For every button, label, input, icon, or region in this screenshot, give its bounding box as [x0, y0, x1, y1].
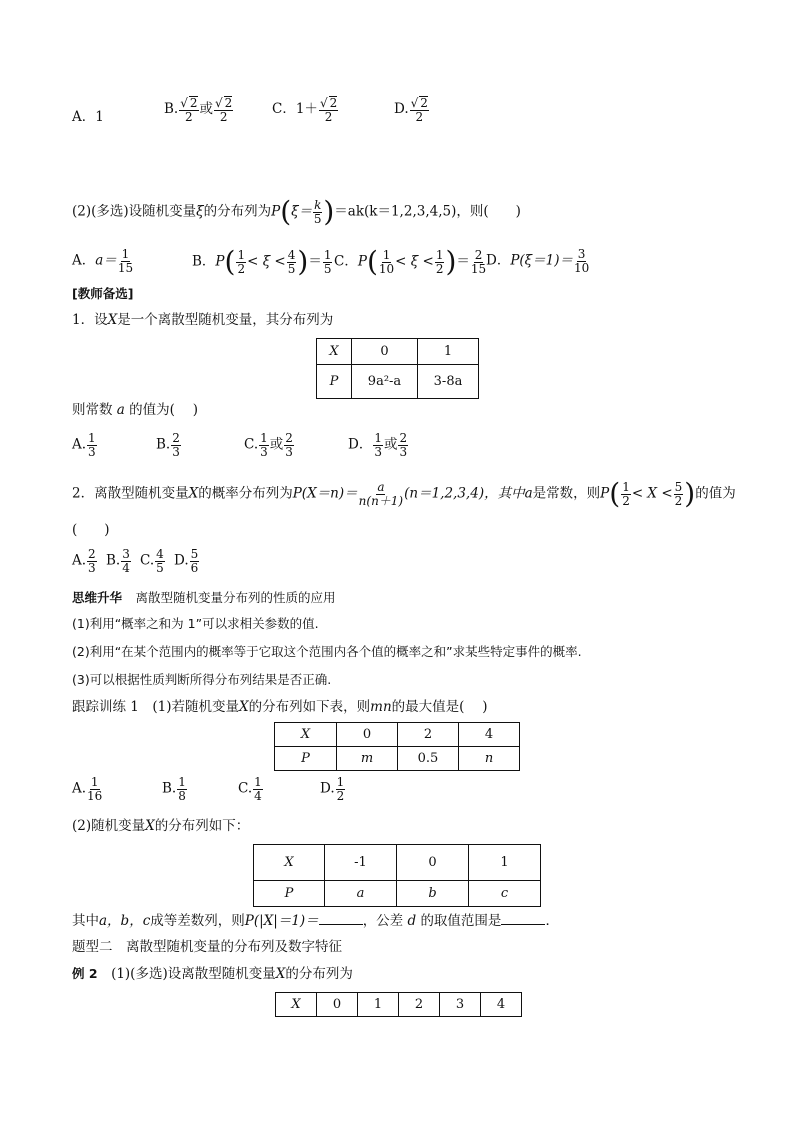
- fraction: [259, 432, 269, 458]
- answer-blank-2[interactable]: [501, 911, 545, 925]
- option-value: 1: [95, 109, 104, 125]
- option-d: [174, 548, 200, 574]
- p-symbol: P: [357, 253, 367, 270]
- text: P(|X|＝1)＝: [244, 913, 319, 929]
- fraction: $\frac{√ 2}{2}$: [215, 96, 233, 124]
- numerator: 2: [88, 547, 96, 561]
- text: 成等差数列，则: [150, 913, 245, 929]
- table-cell: X: [254, 845, 325, 881]
- table-cell: 0: [352, 339, 418, 365]
- denominator: 6: [190, 560, 199, 575]
- example-label: 例 2: [72, 966, 98, 981]
- fraction: [313, 199, 322, 225]
- track-training-q1: [72, 697, 488, 717]
- teacher-problem-1-question: [72, 400, 198, 420]
- q1-option-a: [72, 107, 104, 127]
- denominator: 15: [117, 260, 134, 275]
- text: 的值为: [695, 485, 736, 502]
- table-row: [317, 365, 479, 399]
- table-cell: -1: [325, 845, 397, 881]
- option-label: D.: [174, 552, 189, 569]
- fraction: [435, 249, 445, 275]
- p-symbol: P: [215, 253, 225, 270]
- q1-options-row: [72, 96, 472, 130]
- option-label: C.: [238, 780, 253, 797]
- table-cell: n: [459, 747, 520, 771]
- fraction: [621, 481, 631, 507]
- text: 是常数，则: [532, 485, 601, 502]
- mn-symbol: mn: [370, 699, 392, 715]
- text: (2)(多选)设随机变量: [72, 203, 197, 220]
- teacher-problem-1-stem: [72, 310, 333, 330]
- denominator: 5: [313, 211, 322, 226]
- denominator: 10: [573, 260, 590, 275]
- numerator: 1: [121, 247, 130, 261]
- denominator: 2: [336, 788, 345, 803]
- distribution-table-1: [316, 338, 479, 399]
- table-cell: X: [275, 723, 337, 747]
- q2-option-d: [486, 248, 590, 274]
- option-label: B.: [162, 780, 177, 797]
- distribution-table-2: [274, 722, 520, 771]
- numerator: 1: [237, 247, 246, 262]
- option-label: B.: [156, 436, 171, 453]
- fraction: [574, 248, 589, 274]
- teacher-problem-2-options: [72, 548, 272, 578]
- option-label: D.: [394, 101, 409, 118]
- text: ): [192, 402, 199, 418]
- answer-blank-1[interactable]: [319, 911, 363, 925]
- option-label: A．: [72, 252, 96, 269]
- or-word: 或: [199, 101, 214, 118]
- denominator: 8: [178, 788, 186, 803]
- text: < ξ <: [395, 253, 434, 270]
- numerator: 4: [156, 547, 164, 561]
- numerator: 1: [254, 775, 262, 789]
- denominator: 3: [260, 444, 268, 459]
- denominator: 2: [622, 493, 630, 508]
- text: ，公差: [362, 913, 404, 929]
- fraction: [336, 776, 346, 802]
- denominator: 5: [287, 261, 296, 276]
- text: ξ＝: [291, 203, 313, 220]
- abc-symbols: a，b，c: [99, 913, 151, 929]
- table-cell: 1: [418, 339, 479, 365]
- section-title: 思维升华: [72, 590, 123, 605]
- left-paren: (: [280, 195, 292, 228]
- table-header-row: [254, 845, 541, 881]
- fraction: [674, 481, 684, 507]
- option-c: [238, 776, 264, 802]
- a-symbol: a: [524, 485, 533, 502]
- numerator: 1: [90, 775, 99, 789]
- numerator: 2: [399, 431, 408, 445]
- numerator: 5: [674, 479, 683, 494]
- table-cell: 2: [398, 723, 459, 747]
- q2-option-c: C．P( $\frac{1}{10}$ < ξ < $\frac{1}{2}$ )＝ $\frac{2}{15}$: [334, 245, 487, 278]
- table-cell: 0: [317, 993, 358, 1017]
- fraction: [253, 776, 263, 802]
- numerator: 1: [88, 431, 96, 445]
- table-cell: 2: [399, 993, 440, 1017]
- table-row: [275, 747, 520, 771]
- numerator: 1: [336, 775, 345, 789]
- table-cell: 0: [337, 723, 398, 747]
- table-cell: 3-8a: [418, 365, 479, 399]
- option-label: C．: [334, 253, 358, 270]
- q2-option-b: B．P( $\frac{1}{2}$ < ξ < $\frac{4}{5}$ )＝ $\frac{1}{5}$: [192, 245, 332, 278]
- left-paren: (: [609, 477, 621, 510]
- option-label: B.: [164, 101, 179, 118]
- fraction: [471, 249, 486, 275]
- option-d: [320, 776, 346, 802]
- q1-option-b: [164, 96, 234, 123]
- text: 的分布列如下表，则: [248, 699, 371, 715]
- xi-symbol: ξ: [196, 203, 204, 220]
- fraction: [287, 249, 297, 275]
- table-cell: c: [469, 881, 541, 907]
- text: (n＝1,2,3,4)，其中: [404, 485, 525, 502]
- option-c: [244, 432, 295, 458]
- text: 其中: [72, 913, 99, 929]
- option-b: [162, 776, 188, 802]
- option-label: D．: [348, 436, 373, 453]
- option-a: [72, 776, 103, 802]
- fraction: [236, 249, 246, 275]
- track-q2-blanks: [72, 911, 559, 931]
- text: ): [515, 203, 521, 220]
- text: 的分布列为: [285, 966, 353, 982]
- d-symbol: d: [407, 913, 417, 929]
- table-cell: 4: [459, 723, 520, 747]
- numerator: 1: [178, 775, 186, 789]
- fraction: [87, 776, 102, 802]
- option-b: [106, 548, 132, 574]
- table-cell: P: [254, 881, 325, 907]
- x-symbol: X: [188, 485, 199, 502]
- thinking-heading: [72, 588, 336, 608]
- denominator: 5: [323, 261, 332, 276]
- type-2-heading: 题型二 离散型随机变量的分布列及数字特征: [72, 939, 342, 955]
- option-c: [140, 548, 166, 574]
- option-label: C.: [244, 436, 259, 453]
- table-cell: 3: [440, 993, 481, 1017]
- text: 的概率分布列为: [198, 485, 293, 502]
- fraction: [190, 548, 200, 574]
- denominator: 15: [470, 261, 487, 276]
- denominator: 3: [88, 444, 96, 459]
- text: (2)随机变量: [72, 818, 146, 834]
- text: 是一个离散型随机变量，其分布列为: [117, 312, 334, 328]
- q1-option-c: [272, 96, 339, 123]
- table-cell: 1: [358, 993, 399, 1017]
- fraction: $\frac{√ 2}{2}$: [410, 96, 428, 124]
- right-paren: ): [445, 245, 457, 278]
- x-symbol: X: [275, 966, 286, 982]
- text: < X <: [631, 485, 673, 502]
- denominator: 2: [324, 109, 333, 124]
- teacher-problem-1-options: [72, 432, 432, 462]
- numerator: k: [314, 197, 322, 212]
- fraction: [177, 776, 187, 802]
- denominator: 2: [415, 109, 424, 124]
- option-label: A.: [72, 436, 87, 453]
- denominator: n(n＋1): [358, 493, 404, 508]
- numerator: 2: [329, 96, 338, 110]
- table-cell: b: [397, 881, 469, 907]
- text: 的值为(: [129, 402, 175, 418]
- table-header-row: [276, 993, 522, 1017]
- thinking-line-1: (1)利用“概率之和为 1”可以求相关参数的值.: [72, 616, 319, 631]
- denominator: 3: [88, 560, 96, 575]
- option-a: [72, 432, 98, 458]
- fraction: [379, 249, 394, 275]
- denominator: 2: [219, 109, 228, 124]
- or-word: 或: [383, 436, 398, 453]
- option-b: [156, 432, 182, 458]
- x-symbol: X: [239, 699, 249, 715]
- table-cell: X: [276, 993, 317, 1017]
- numerator: 1: [382, 247, 391, 262]
- option-label: D.: [320, 780, 335, 797]
- section-title: 跟踪训练 1: [72, 699, 139, 715]
- denominator: 5: [156, 560, 164, 575]
- thinking-line-3: (3)可以根据性质判断所得分布列结果是否正确.: [72, 672, 332, 687]
- text: ．: [545, 913, 559, 929]
- table-cell: 4: [481, 993, 522, 1017]
- option-label: A.: [72, 552, 87, 569]
- fraction: $\frac{√ 2}{2}$: [180, 96, 198, 124]
- fraction: [359, 481, 403, 507]
- numerator: 2: [189, 96, 198, 110]
- numerator: 1: [622, 479, 630, 494]
- text: 的分布列如下：: [154, 818, 250, 834]
- text: P(X＝n)＝: [292, 485, 358, 502]
- text: P(ξ＝1)＝: [510, 252, 573, 269]
- option-label: C.: [140, 552, 155, 569]
- distribution-table-3: [253, 844, 541, 907]
- right-paren: ): [684, 477, 696, 510]
- table-cell: P: [317, 365, 352, 399]
- track-q1-options: [72, 776, 372, 806]
- denominator: 2: [674, 493, 683, 508]
- fraction: [171, 432, 181, 458]
- numerator: 1: [435, 247, 444, 262]
- track-training-q2: [72, 816, 249, 836]
- text: 则常数: [72, 402, 113, 418]
- numerator: 2: [420, 96, 428, 110]
- table-cell: 1: [469, 845, 541, 881]
- text: (1)(多选)设离散型随机变量: [111, 966, 276, 982]
- x-symbol: X: [107, 312, 118, 328]
- denominator: 2: [435, 261, 444, 276]
- example-2-stem: [72, 964, 353, 984]
- numerator: 1: [260, 431, 268, 445]
- table-cell: 0: [397, 845, 469, 881]
- option-a: [72, 548, 98, 574]
- text: 2．离散型随机变量: [72, 485, 189, 502]
- numerator: 1: [323, 247, 332, 262]
- q1-option-d: [394, 96, 430, 123]
- fraction: [155, 548, 165, 574]
- x-symbol: X: [145, 818, 155, 834]
- text: a＝: [95, 252, 117, 269]
- fraction: [373, 432, 383, 458]
- q2-stem: [72, 195, 521, 228]
- q2-option-a: [72, 248, 134, 274]
- table-cell: 9a²-a: [352, 365, 418, 399]
- text: ): [482, 699, 488, 715]
- right-paren: ): [297, 245, 309, 278]
- denominator: 16: [87, 788, 103, 803]
- numerator: 5: [190, 547, 199, 561]
- fraction: [323, 249, 333, 275]
- table-cell: P: [275, 747, 337, 771]
- option-prefix: 1＋: [295, 101, 318, 118]
- right-paren: ): [323, 195, 335, 228]
- denominator: 4: [254, 788, 262, 803]
- thinking-line-2: (2)利用“在某个范围内的概率等于它取这个范围内各个值的概率之和”求某些特定事件的概率.: [72, 644, 582, 659]
- option-label: B.: [106, 552, 121, 569]
- table-cell: m: [337, 747, 398, 771]
- denominator: 10: [378, 261, 395, 276]
- numerator: 2: [474, 247, 483, 262]
- teacher-problem-2-paren: ( ): [72, 522, 110, 538]
- left-paren: (: [224, 245, 236, 278]
- fraction: [87, 432, 97, 458]
- denominator: 2: [237, 261, 246, 276]
- table-cell: 0.5: [398, 747, 459, 771]
- option-label: A．: [72, 109, 96, 125]
- or-word: 或: [269, 436, 284, 453]
- fraction: [121, 548, 131, 574]
- teacher-problem-2-stem: [72, 477, 736, 510]
- text: ＝ak(k＝1,2,3,4,5)，则(: [334, 203, 489, 220]
- numerator: a: [377, 479, 385, 494]
- table-row: [254, 881, 541, 907]
- text: < ξ <: [247, 253, 286, 270]
- fraction: [284, 432, 294, 458]
- table-cell: a: [325, 881, 397, 907]
- section-subtitle: 离散型随机变量分布列的性质的应用: [135, 590, 336, 605]
- fraction: [398, 432, 408, 458]
- numerator: 2: [172, 431, 180, 445]
- numerator: 1: [374, 431, 382, 445]
- numerator: 3: [122, 547, 130, 561]
- denominator: 3: [172, 444, 180, 459]
- numerator: 2: [285, 431, 293, 445]
- q2-options-row: [72, 245, 632, 278]
- table-header-row: [317, 339, 479, 365]
- distribution-table-4: [275, 992, 522, 1017]
- denominator: 3: [285, 444, 293, 459]
- numerator: 3: [577, 247, 586, 261]
- p-symbol: P: [600, 485, 610, 502]
- p-symbol: P: [271, 203, 281, 220]
- fraction: [118, 248, 133, 274]
- text: (1)若随机变量: [152, 699, 240, 715]
- denominator: 4: [122, 560, 130, 575]
- a-symbol: a: [116, 402, 125, 418]
- text: 的取值范围是: [420, 913, 502, 929]
- option-label: D．: [486, 252, 511, 269]
- option-label: C．: [272, 101, 296, 118]
- fraction: [87, 548, 97, 574]
- numerator: 2: [224, 96, 233, 110]
- text: 的最大值是(: [391, 699, 465, 715]
- option-d: [348, 432, 409, 458]
- denominator: 3: [399, 444, 408, 459]
- left-paren: (: [366, 245, 378, 278]
- table-header-row: [275, 723, 520, 747]
- denominator: 2: [185, 109, 193, 124]
- option-label: A.: [72, 780, 87, 797]
- option-label: B．: [192, 253, 216, 270]
- fraction: $\frac{√ 2}{2}$: [319, 96, 338, 124]
- numerator: 4: [287, 247, 296, 262]
- text: 1．设: [72, 312, 108, 328]
- text: 的分布列为: [203, 203, 272, 220]
- denominator: 3: [374, 444, 382, 459]
- teacher-heading: [教师备选]: [72, 286, 134, 301]
- table-cell: X: [317, 339, 352, 365]
